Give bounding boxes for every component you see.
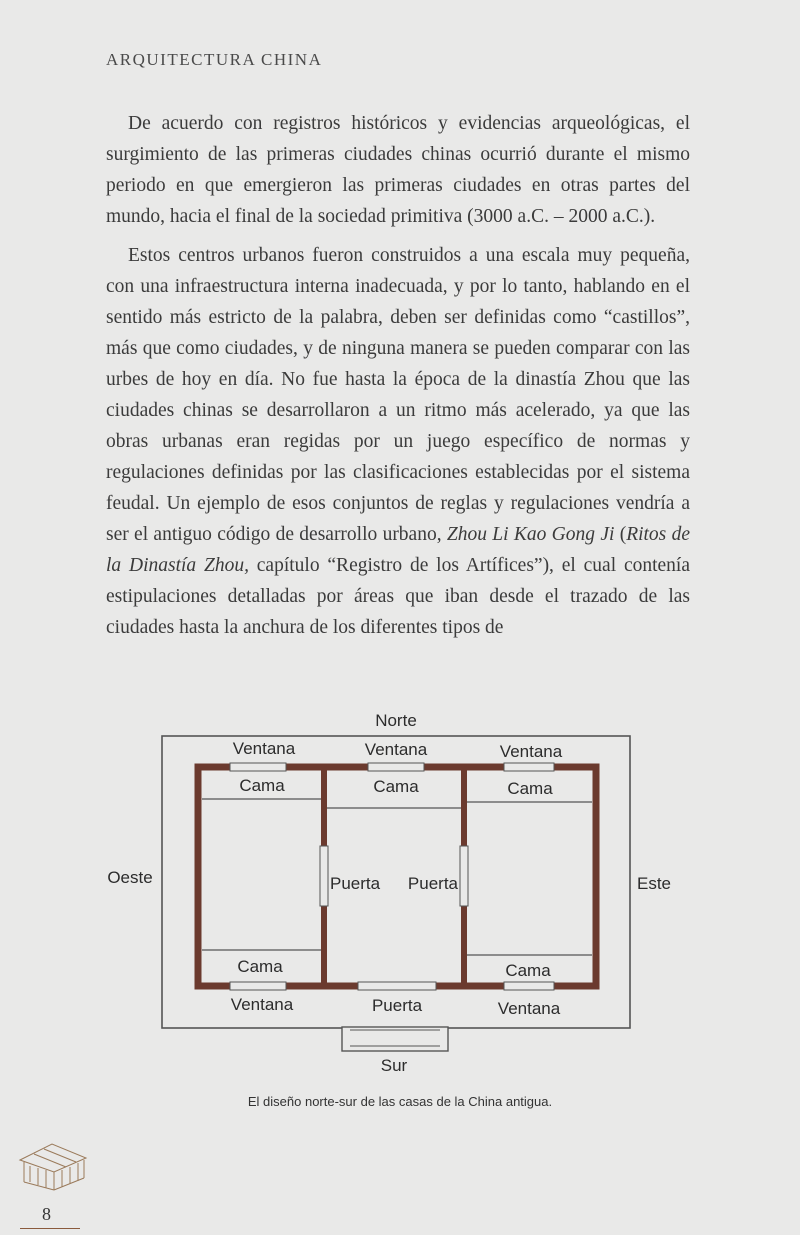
window-bottom-left — [230, 982, 286, 990]
label-bed-bottom-right: Cama — [505, 961, 551, 980]
house-outer-wall — [198, 767, 596, 986]
label-south: Sur — [380, 1056, 408, 1075]
label-window-top-right: Ventana — [499, 742, 563, 761]
page-number: 8 — [42, 1204, 51, 1224]
label-window-top-center: Ventana — [364, 740, 428, 759]
label-north: Norte — [375, 711, 417, 730]
house-floor-plan — [0, 700, 800, 1090]
window-top-left — [230, 763, 286, 771]
south-gate — [342, 1027, 448, 1051]
figure-caption: El diseño norte-sur de las casas de la China antigua. — [247, 1094, 553, 1109]
window-top-center — [368, 763, 424, 771]
label-window-bottom-left: Ventana — [230, 995, 294, 1014]
body-text — [106, 108, 690, 651]
label-east: Este — [636, 874, 672, 893]
paragraph-1: De acuerdo con registros históricos y evidencias arqueológicas, el surgimiento de las primeras ciudades chinas ocurrió durante el mismo periodo en que emergieron las primeras ciudades en otras partes del mundo, hacia el final de la sociedad primitiva (3000 a.C. – 2000 a.C.). — [106, 113, 690, 227]
label-door-left: Puerta — [330, 874, 381, 893]
label-window-bottom-right: Ventana — [497, 999, 561, 1018]
window-top-right — [504, 763, 554, 771]
label-bed-top-right: Cama — [507, 779, 553, 798]
label-window-top-left: Ventana — [232, 739, 296, 758]
running-title: ARQUITECTURA CHINA — [106, 50, 323, 69]
window-bottom-right — [504, 982, 554, 990]
label-west: Oeste — [107, 868, 153, 887]
pavilion-sketch-icon — [14, 1138, 90, 1194]
label-bed-bottom-left: Cama — [237, 957, 283, 976]
paragraph-2-part-b: ( — [614, 524, 627, 545]
door-left-opening — [320, 846, 328, 906]
label-door-right: Puerta — [407, 874, 458, 893]
paragraph-2-part-a: Estos centros urbanos fueron construidos a una escala muy pequeña, con una infraestructura interna inadecuada, y por lo tanto, hablando en el sentido más estricto de la palabra, deben ser definidas como “castillos”, más que como ciudades, y de ninguna manera se pueden comparar con las urbes de hoy en día. No fue hasta la época de la dinastía Zhou que las ciudades chinas se desarrollaron a un ritmo más acelerado, ya que las obras urbanas eran regidas por un juego específico de normas y regulaciones definidas por las clasificaciones establecidas por el sistema feudal. Un ejemplo de esos conjuntos de reglas y regulaciones vendría a ser el antiguo código de desarrollo urbano, — [106, 245, 690, 545]
paragraph-2-part-c: capítulo “Registro de los Artífices”), el cual contenía estipulaciones detalladas por áreas que iban desde el trazado de las ciudades hasta la anchura de los diferentes tipos de — [106, 555, 690, 638]
label-bed-top-center: Cama — [373, 777, 419, 796]
door-right-opening — [460, 846, 468, 906]
label-door-bottom: Puerta — [371, 996, 423, 1015]
book-subtitle: Ritos de la Dinastía Zhou, — [106, 524, 690, 576]
label-bed-top-left: Cama — [239, 776, 285, 795]
book-title: Zhou Li Kao Gong Ji — [446, 524, 615, 545]
paragraph-2 — [106, 240, 690, 643]
door-bottom-opening — [358, 982, 436, 990]
page-number-rule — [20, 1228, 80, 1229]
